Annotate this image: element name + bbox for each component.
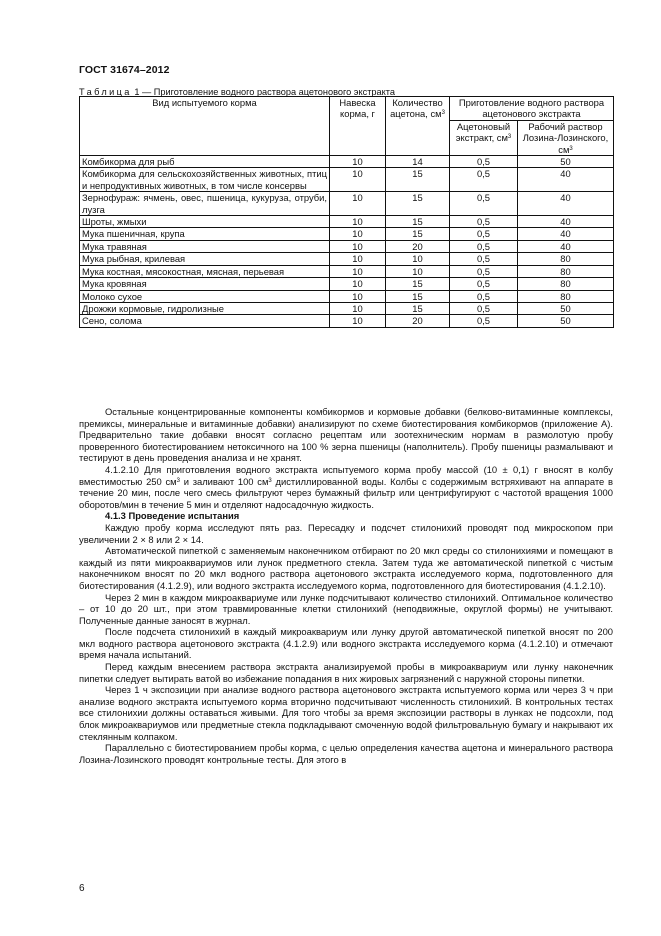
acetone-amount-cell: 15	[386, 228, 450, 240]
feed-name-cell: Шроты, жмыхи	[80, 216, 330, 228]
sample-weight-cell: 10	[330, 265, 386, 277]
feed-name-cell: Мука кровяная	[80, 278, 330, 290]
acetone-amount-cell: 10	[386, 253, 450, 265]
feed-name-cell: Мука травяная	[80, 240, 330, 252]
acetone-extract-cell: 0,5	[450, 290, 518, 302]
page-number: 6	[79, 883, 85, 894]
sample-weight-cell: 10	[330, 240, 386, 252]
acetone-extract-table	[79, 96, 614, 328]
working-solution-cell: 50	[518, 156, 614, 168]
section-heading-4-1-3: 4.1.3 Проведение испытания	[105, 510, 240, 522]
acetone-amount-cell: 10	[386, 265, 450, 277]
paragraph-control-tests: Параллельно с биотестированием пробы корма, с целью определения качества ацетона и минерального раствора Лозина-Лозинского проводят контрольные тесты. Для этого в	[79, 742, 613, 765]
paragraph-repeats: Каждую пробу корма исследуют пять раз. Пересадку и подсчет стилонихий проводят под микроскопом при увеличении 2 × 8 или 2 × 14.	[79, 521, 613, 545]
table-row	[80, 302, 614, 314]
paragraph-exposure: Через 1 ч экспозиции при анализе водного раствора ацетонового экстракта испытуемого корма или через 3 ч при анализе водного экстракта испытуемого корма вторично подсчитывают численность стилонихий. В контрольных тестах все стилонихии должны оставаться живыми. Для того чтобы за время экспозиции растворы в лунках не подсохли, под блок микроаквариумов или предметные стекла подкладывают смоченную водой фильтровальную бумагу и накрывают их стеклянным колпаком.	[79, 684, 613, 742]
feed-name-cell: Зернофураж: ячмень, овес, пшеница, кукуруза, отруби, лузга	[80, 192, 330, 216]
working-solution-cell: 50	[518, 315, 614, 327]
feed-name-cell: Комбикорма для сельскохозяйственных животных, птиц и непродуктивных животных, в том числе консервы	[80, 168, 330, 192]
acetone-amount-cell: 20	[386, 240, 450, 252]
working-solution-cell: 40	[518, 216, 614, 228]
working-solution-cell: 80	[518, 265, 614, 277]
table-row	[80, 168, 614, 192]
acetone-extract-cell: 0,5	[450, 192, 518, 216]
paragraph-wipe-tip: Перед каждым внесением раствора экстракта анализируемой пробы в микроаквариум или лунку наконечник пипетки следует вытирать ватой во избежание попадания в них жировых загрязнений с наружной стороны пипетки.	[79, 661, 613, 684]
feed-name-cell: Мука костная, мясокостная, мясная, перьевая	[80, 265, 330, 277]
paragraph-4-1-2-10: 4.1.2.10 Для приготовления водного экстракта испытуемого корма пробу массой (10 ± 0,1) г вносят в колбу вместимостью 250 $см^3$ и заливают 100 $см^3$ дистиллированной воды. Колбы с содержимым встряхивают на аппарате в течение 20 мин, после чего смесь фильтруют через бумажный фильтр или центрифугируют с частотой вращения 1000 оборотов/мин в течение 5 мин и отделяют надосадочную жидкость.	[79, 463, 614, 510]
working-solution-cell: 80	[518, 253, 614, 265]
paragraph-count: Через 2 мин в каждом микроаквариуме или лунке подсчитывают количество стилонихий. Оптимальное количество – от 10 до 20 шт., при этом травмированные клетки стилонихий (неподвижные, округлой формы) не учитывают. Полученные данные заносят в журнал.	[79, 591, 613, 626]
table-row	[80, 156, 614, 168]
table-row	[80, 278, 614, 290]
sample-weight-cell: 10	[330, 156, 386, 168]
paragraph-additives: Остальные концентрированные компоненты комбикормов и кормовые добавки (белково-витаминные комплексы, премиксы, минеральные и витаминные добавки) анализируют по схеме биотестирования комбикормов (приложение А). Предварительно такие добавки вносят согласно рецептам или зоотехническим нормам в размолотую пробу проверенного биотестированием нетоксичного на 100 % зерна пшеницы (наполнитель). Пробу пшеницы размалывают и тестируют в день проведения анализа и не хранят.	[79, 406, 613, 464]
table-row	[80, 315, 614, 327]
acetone-amount-cell: 15	[386, 302, 450, 314]
working-solution-cell: 80	[518, 278, 614, 290]
header-preparation: Приготовление водного раствора ацетонового экстракта	[450, 97, 614, 121]
feed-name-cell: Комбикорма для рыб	[80, 156, 330, 168]
acetone-extract-cell: 0,5	[450, 240, 518, 252]
acetone-extract-cell: 0,5	[450, 168, 518, 192]
sample-weight-cell: 10	[330, 253, 386, 265]
acetone-extract-cell: 0,5	[450, 216, 518, 228]
table-caption-text: 1 — Приготовление водного раствора ацетонового экстракта	[131, 87, 395, 97]
acetone-extract-cell: 0,5	[450, 278, 518, 290]
acetone-amount-cell: 15	[386, 192, 450, 216]
sample-weight-cell: 10	[330, 168, 386, 192]
table-row	[80, 240, 614, 252]
table-row	[80, 192, 614, 216]
acetone-extract-cell: 0,5	[450, 265, 518, 277]
paragraph-pipette: Автоматической пипеткой с заменяемым наконечником отбирают по 20 мкл среды со стилонихиями и помещают в каждый из пяти микроаквариумов или лунок предметного стекла. Затем туда же автоматической пипеткой с чистым наконечником вносят по 20 мкл водного раствора ацетонового экстракта исследуемого корма, подготовленного для биотестирования (4.1.2.9), или водного экстракта исследуемого корма, подготовленного для биотестирования (4.1.2.10).	[79, 545, 613, 591]
document-standard-number: ГОСТ 31674–2012	[79, 64, 170, 76]
acetone-amount-cell: 20	[386, 315, 450, 327]
feed-name-cell: Мука рыбная, крилевая	[80, 253, 330, 265]
sample-weight-cell: 10	[330, 302, 386, 314]
header-working-solution: Рабочий раствор Лозина-Лозинского, $см^3$	[518, 120, 614, 155]
feed-name-cell: Мука пшеничная, крупа	[80, 228, 330, 240]
sample-weight-cell: 10	[330, 290, 386, 302]
paragraph-after-count: После подсчета стилонихий в каждый микроаквариум или лунку другой автоматической пипеткой вносят по 200 мкл водного раствора ацетонового экстракта (4.1.2.9) или водного экстракта исследуемого корма (4.1.2.10) и отмечают время начала испытаний.	[79, 626, 613, 661]
working-solution-cell: 50	[518, 302, 614, 314]
acetone-extract-cell: 0,5	[450, 315, 518, 327]
acetone-extract-cell: 0,5	[450, 228, 518, 240]
table-row	[80, 216, 614, 228]
sample-weight-cell: 10	[330, 228, 386, 240]
feed-name-cell: Дрожжи кормовые, гидролизные	[80, 302, 330, 314]
acetone-extract-cell: 0,5	[450, 253, 518, 265]
table-row	[80, 265, 614, 277]
acetone-amount-cell: 15	[386, 216, 450, 228]
acetone-extract-cell: 0,5	[450, 156, 518, 168]
sample-weight-cell: 10	[330, 216, 386, 228]
table-row	[80, 228, 614, 240]
feed-name-cell: Сено, солома	[80, 315, 330, 327]
table-row	[80, 253, 614, 265]
acetone-amount-cell: 15	[386, 168, 450, 192]
header-sample-weight: Навеска корма, г	[330, 97, 386, 156]
header-acetone-amount: Количество ацетона, $см^3$	[386, 97, 450, 156]
header-acetone-extract: Ацетоновый экстракт, $см^3$	[450, 120, 518, 155]
sample-weight-cell: 10	[330, 278, 386, 290]
working-solution-cell: 40	[518, 228, 614, 240]
working-solution-cell: 40	[518, 168, 614, 192]
table-row	[80, 290, 614, 302]
acetone-amount-cell: 14	[386, 156, 450, 168]
working-solution-cell: 80	[518, 290, 614, 302]
working-solution-cell: 40	[518, 192, 614, 216]
table-caption-word: Таблица	[79, 87, 132, 97]
sample-weight-cell: 10	[330, 315, 386, 327]
working-solution-cell: 40	[518, 240, 614, 252]
table-body	[80, 156, 614, 328]
acetone-amount-cell: 15	[386, 278, 450, 290]
acetone-extract-cell: 0,5	[450, 302, 518, 314]
header-feed-type: Вид испытуемого корма	[80, 97, 330, 156]
feed-name-cell: Молоко сухое	[80, 290, 330, 302]
acetone-amount-cell: 15	[386, 290, 450, 302]
sample-weight-cell: 10	[330, 192, 386, 216]
body-text	[79, 406, 613, 765]
